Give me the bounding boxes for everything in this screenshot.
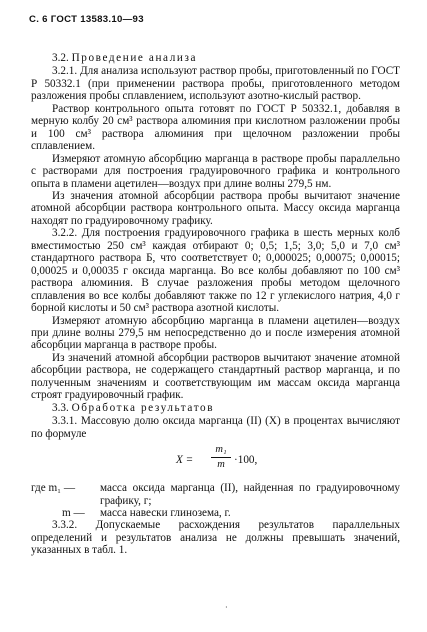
fraction-bar [211, 457, 231, 458]
paragraph-measurement-2: Измеряют атомную абсорбцию марганца в пламени ацетилен—воздух при длине волны 279,5 нм непосредственно до и после измерения атомной абсорбции марганца в растворе пробы. [31, 314, 400, 352]
formula-numerator: m₁ [215, 444, 227, 456]
section-heading-3-2 [31, 52, 400, 64]
where-definition: масса навески глинозема, г. [100, 506, 231, 519]
document-body [31, 52, 400, 557]
section-title: Проведение анализа [71, 52, 198, 64]
formula [31, 444, 400, 476]
where-definition: масса оксида марганца (II), найденная по градуировочному графику, г; [100, 482, 400, 507]
page-header: С. 6 ГОСТ 13583.10—93 [29, 14, 144, 25]
paragraph-3-3-2: 3.3.2. Допускаемые расхождения результатов параллельных определений и результатов анализа не должны превышать значений, указанных в табл. 1. [31, 519, 400, 557]
section-heading-3-3 [31, 402, 400, 414]
paragraph-3-3-1: 3.3.1. Массовую долю оксида марганца (II) (X) в процентах вычисляют по формуле [31, 415, 400, 440]
paragraph-measurement: Измеряют атомную абсорбцию марганца в растворе пробы параллельно с растворами для построения градуировочного графика и контрольного опыта в пламени ацетилен—воздух при длине волны 279,5 нм. [31, 152, 400, 190]
section-number: 3.3. [52, 401, 69, 414]
footer-mark: · [225, 603, 228, 612]
section-title: Обработка результатов [71, 401, 215, 414]
section-number: 3.2. [52, 52, 69, 64]
paragraph-calibration-graph: Из значений атомной абсорбции растворов вычитают значение атомной абсорбции раствора, не содержащего стандартный раствор марганца, и по полученным значениям и соответствующим им массам оксида марганца строят градуировочный график. [31, 351, 400, 402]
formula-lhs: X = [176, 454, 194, 467]
where-definition-2 [31, 507, 400, 519]
paragraph-3-2-1: 3.2.1. Для анализа используют раствор пробы, приготовленный по ГОСТ Р 50332.1 (при применении раствора пробы, приготовленного методом разложения пробы сплавлением, используют азотно-кислый раствор. [31, 65, 400, 103]
where-definition-1 [31, 482, 400, 507]
paragraph-control-solution: Раствор контрольного опыта готовят по ГОСТ Р 50332.1, добавляя в мерную колбу 20 см³ раствора алюминия при кислотном разложении пробы и 100 см³ раствора алюминия при щелочном разложении пробы сплавлением. [31, 102, 400, 153]
paragraph-3-2-2: 3.2.2. Для построения градуировочного графика в шесть мерных колб вместимостью 250 см³ каждая отбирают 0; 0,5; 1,5; 3,0; 5,0 и 7,0 см³ стандартного раствора Б, что соответствует 0; 0,000025; 0,00075; 0,00015; 0,00025 и 0,00035 г оксида марганца. Во все колбы добавляют по 100 см³ раствора алюминия. В случае разложения пробы методом щелочного сплавления во все колбы добавляют также по 12 г углекислого натрия, 4,0 г борной кислоты и 50 см³ раствора азотной кислоты. [31, 227, 400, 315]
formula-fraction [211, 444, 231, 471]
where-term: m — [62, 506, 85, 519]
formula-rhs: ·100, [234, 454, 258, 467]
paragraph-subtraction: Из значения атомной абсорбции раствора пробы вычитают значение атомной абсорбции раствора контрольного опыта. Массу оксида марганца находят по градуировочному графику. [31, 189, 400, 227]
where-term: где m₁ — [31, 482, 76, 495]
formula-denominator: m [217, 459, 225, 471]
